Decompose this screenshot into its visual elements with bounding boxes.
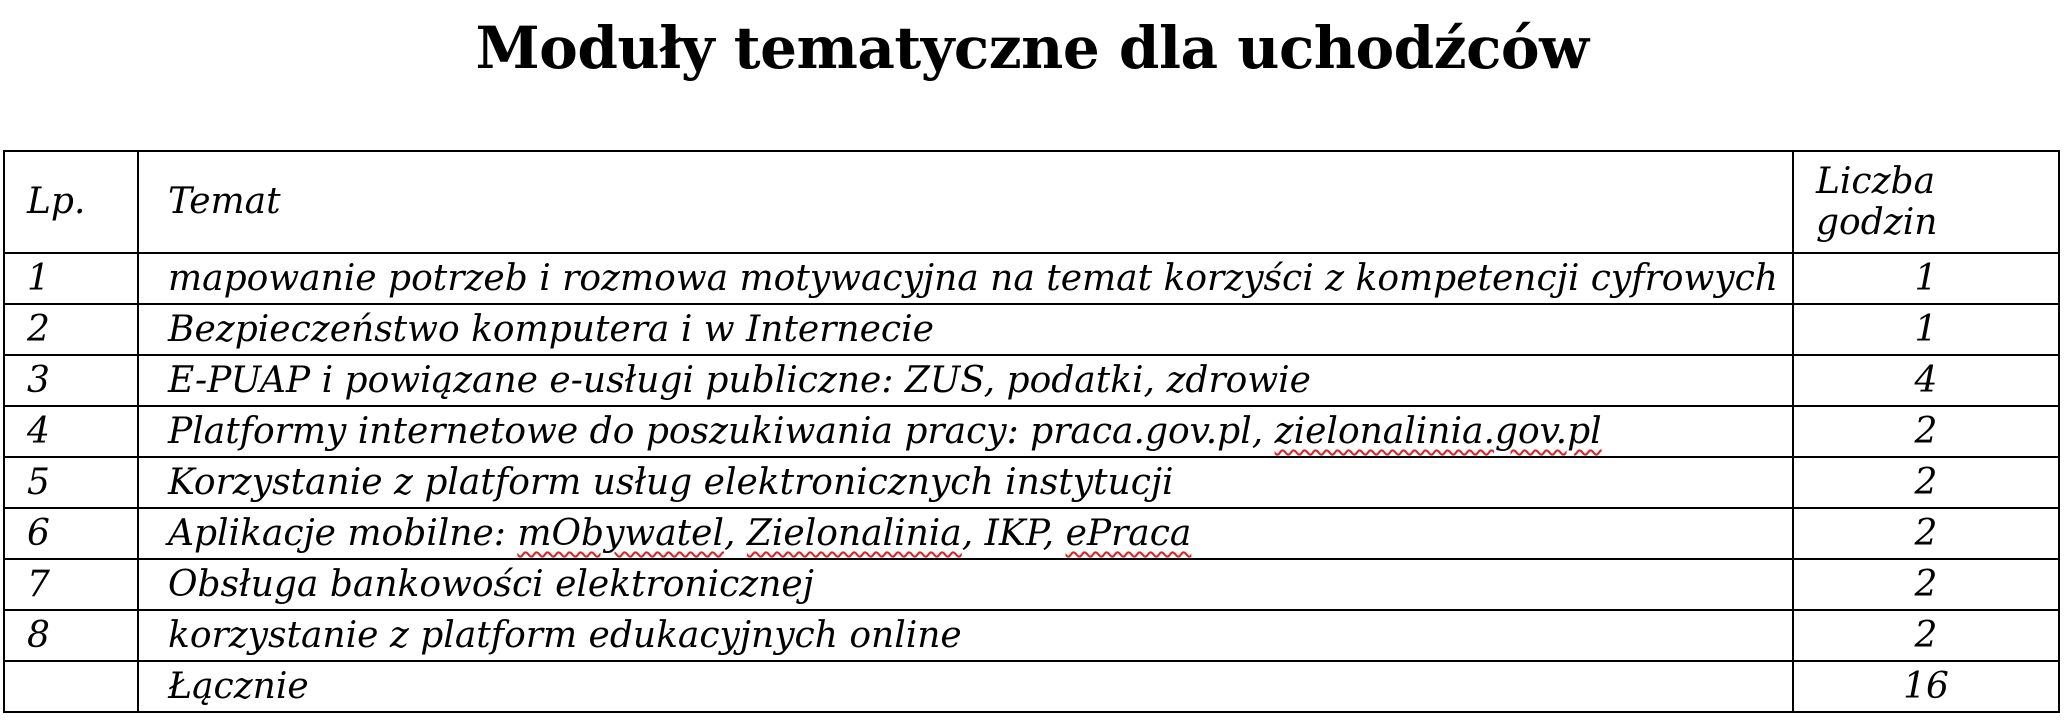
- header-topic: Temat: [138, 151, 1793, 253]
- total-number: [4, 661, 138, 712]
- row-topic: mapowanie potrzeb i rozmowa motywacyjna na temat korzyści z kompetencji cyfrowych: [138, 253, 1793, 304]
- page-title: Moduły tematyczne dla uchodźców: [475, 14, 1589, 82]
- table-row: [4, 559, 2059, 610]
- row-topic: E-PUAP i powiązane e-usługi publiczne: ZUS, podatki, zdrowie: [138, 355, 1793, 406]
- row-hours: 2: [1793, 559, 2059, 610]
- row-hours: 2: [1793, 610, 2059, 661]
- spellcheck-flagged-word: ePraca: [1065, 513, 1192, 554]
- total-hours: 16: [1793, 661, 2059, 712]
- table-total-row: [4, 661, 2059, 712]
- row-hours: 2: [1793, 508, 2059, 559]
- header-hours: Liczba godzin: [1793, 151, 2059, 253]
- topic-separator: , IKP,: [961, 513, 1066, 554]
- table-row: [4, 355, 2059, 406]
- row-topic: Korzystanie z platform usług elektronicznych instytucji: [138, 457, 1793, 508]
- table-header-row: [4, 151, 2059, 253]
- table-row: [4, 457, 2059, 508]
- table-row: [4, 253, 2059, 304]
- row-number: 1: [4, 253, 138, 304]
- spellcheck-flagged-word: zielonalinia.gov.pl: [1274, 411, 1602, 452]
- row-hours: 1: [1793, 253, 2059, 304]
- row-number: 2: [4, 304, 138, 355]
- total-label: Łącznie: [138, 661, 1793, 712]
- row-number: 4: [4, 406, 138, 457]
- table-row: [4, 406, 2059, 457]
- row-topic: Obsługa bankowości elektronicznej: [138, 559, 1793, 610]
- row-hours: 2: [1793, 406, 2059, 457]
- table-row: [4, 508, 2059, 559]
- row-number: 5: [4, 457, 138, 508]
- modules-table: [3, 150, 2060, 713]
- row-topic: Bezpieczeństwo komputera i w Internecie: [138, 304, 1793, 355]
- row-number: 7: [4, 559, 138, 610]
- topic-separator: ,: [723, 513, 747, 554]
- row-number: 3: [4, 355, 138, 406]
- row-topic: korzystanie z platform edukacyjnych online: [138, 610, 1793, 661]
- row-number: 6: [4, 508, 138, 559]
- row-topic: [138, 508, 1793, 559]
- table-row: [4, 610, 2059, 661]
- row-number: 8: [4, 610, 138, 661]
- row-topic: [138, 406, 1793, 457]
- header-number: Lp.: [4, 151, 138, 253]
- row-hours: 4: [1793, 355, 2059, 406]
- table-row: [4, 304, 2059, 355]
- topic-text: Platformy internetowe do poszukiwania pracy: praca.gov.pl,: [168, 411, 1275, 452]
- spellcheck-flagged-word: Zielonalinia: [746, 513, 962, 554]
- row-hours: 2: [1793, 457, 2059, 508]
- topic-text: Aplikacje mobilne:: [168, 513, 518, 554]
- row-hours: 1: [1793, 304, 2059, 355]
- spellcheck-flagged-word: mObywatel: [517, 513, 724, 554]
